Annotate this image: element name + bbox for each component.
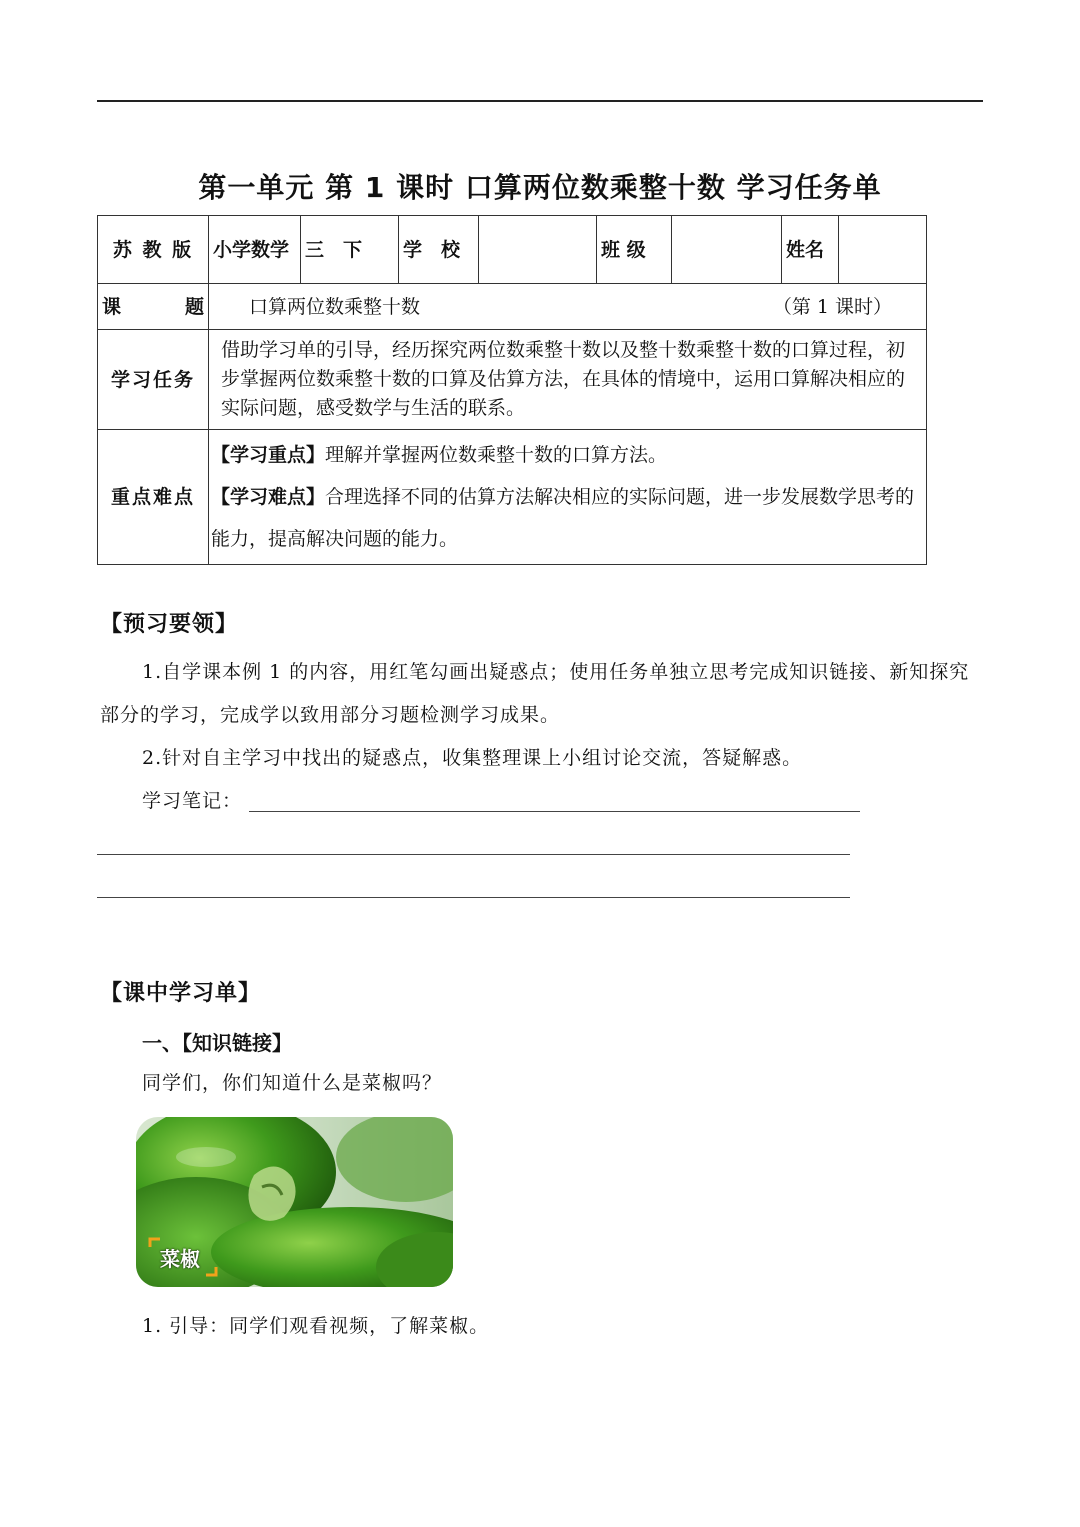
top-rule [97, 100, 983, 102]
preview-item-1: 1.自学课本例 1 的内容，用红笔勾画出疑惑点；使用任务单独立思考完成知识链接、新知探究部分的学习，完成学以致用部分习题检测学习成果。 [100, 661, 970, 726]
topic-cell [209, 284, 927, 330]
subject-cell: 小学数学 [209, 216, 301, 284]
difficulty-tag: 【学习难点】 [211, 486, 326, 508]
grade-cell: 三 下 [301, 216, 399, 284]
school-label: 学 校 [399, 216, 479, 284]
period-label: （第 1 课时） [772, 295, 892, 318]
topic-value: 口算两位数乘整十数 [249, 295, 421, 318]
publisher-cell: 苏 教 版 [98, 216, 209, 284]
in-class-heading: 【课中学习单】 [100, 980, 262, 1006]
notes-line-3[interactable] [97, 897, 850, 898]
notes-label: 学习笔记： [142, 790, 243, 812]
focus-text: 理解并掌握两位数乘整十数的口算方法。 [325, 444, 668, 466]
knowledge-link-heading: 一、【知识链接】 [142, 1031, 292, 1055]
guide-text: 1. 引导：同学们观看视频，了解菜椒。 [142, 1315, 490, 1337]
class-value[interactable] [672, 216, 782, 284]
notes-line-2[interactable] [97, 854, 850, 855]
pepper-video-thumbnail[interactable] [136, 1117, 453, 1287]
notes-line-1[interactable] [249, 811, 860, 812]
pepper-label: 菜椒 [160, 1247, 200, 1271]
focus-tag: 【学习重点】 [211, 444, 326, 466]
key-label: 重点难点 [98, 430, 209, 565]
preview-heading: 【预习要领】 [100, 611, 239, 637]
page-title: 第一单元 第 1 课时 口算两位数乘整十数 学习任务单 [198, 171, 882, 204]
topic-label: 课 题 [98, 284, 209, 330]
name-label: 姓名 [782, 216, 839, 284]
task-text: 借助学习单的引导，经历探究两位数乘整十数以及整十数乘整十数的口算过程，初步掌握两位数乘整十数的口算及估算方法，在具体的情境中，运用口算解决相应的实际问题，感受数学与生活的联系。 [209, 330, 927, 430]
info-table [97, 215, 927, 565]
class-label: 班 级 [597, 216, 672, 284]
pepper-question: 同学们，你们知道什么是菜椒吗？ [142, 1072, 443, 1094]
difficulty-text: 合理选择不同的估算方法解决相应的实际问题，进一步发展数学思考的能力，提高解决问题的能力。 [211, 486, 915, 550]
name-value[interactable] [839, 216, 927, 284]
key-points-cell [209, 430, 927, 565]
task-label: 学习任务 [98, 330, 209, 430]
school-value[interactable] [479, 216, 597, 284]
preview-item-2: 2.针对自主学习中找出的疑惑点，收集整理课上小组讨论交流，答疑解惑。 [142, 747, 803, 769]
